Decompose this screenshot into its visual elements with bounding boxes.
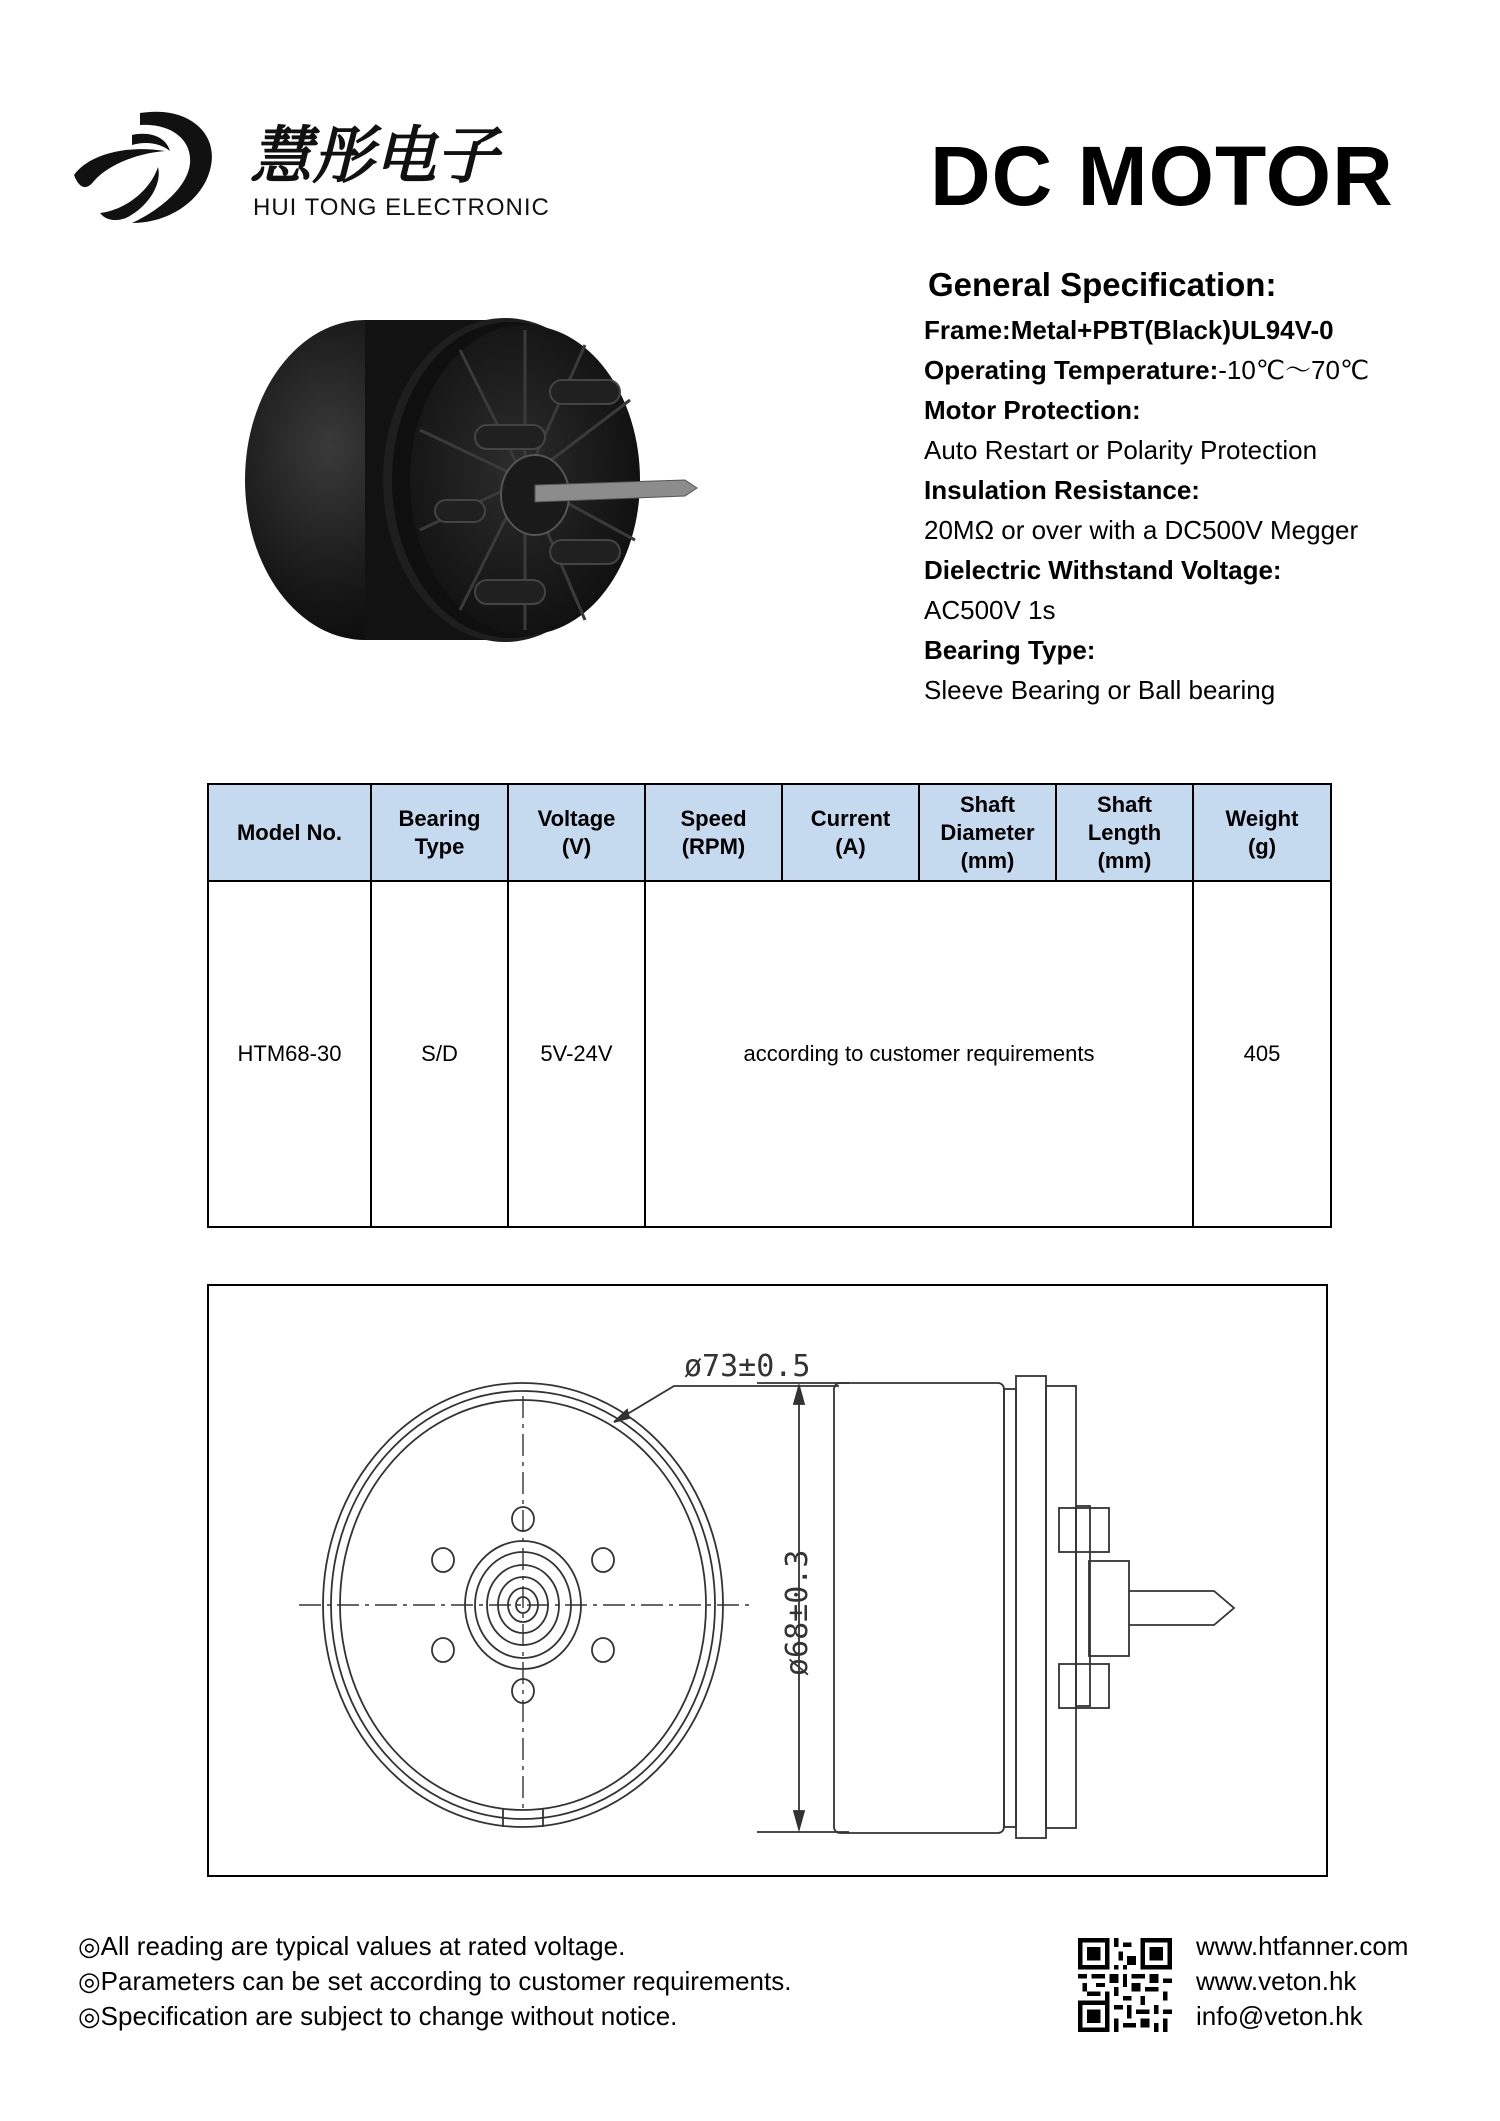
col-header-speed: Speed (RPM) [645,784,782,881]
spec-temperature [924,350,1464,390]
spec-protection-value: Auto Restart or Polarity Protection [924,435,1318,465]
col-header-current: Current (A) [782,784,919,881]
technical-drawing [207,1284,1328,1877]
spec-frame-label: Frame: [924,315,1011,345]
spec-bearing-value: Sleeve Bearing or Ball bearing [924,675,1276,705]
email-link[interactable]: info@veton.hk [1196,2001,1363,2031]
col-header-model: Model No. [208,784,371,881]
cell-voltage: 5V-24V [508,881,645,1227]
spec-frame-value: Metal+PBT(Black)UL94V-0 [1010,315,1334,345]
table-header-row [208,784,1331,881]
dim-body-label: ø68±0.3 [780,1549,815,1676]
qr-code-icon [1078,1938,1172,2032]
model-spec-table [207,783,1332,1228]
spec-temperature-label: Operating Temperature: [924,355,1219,385]
spec-insulation-label: Insulation Resistance: [924,475,1200,505]
spec-bearing-label: Bearing Type: [924,635,1096,665]
page-title: DC MOTOR [930,129,1394,223]
dim-outer-label: ø73±0.5 [684,1349,811,1384]
footer-notes [78,1929,791,2034]
side-view [757,1376,1234,1838]
spec-insulation-value: 20MΩ or over with a DC500V Megger [924,515,1359,545]
spec-frame [924,310,1464,350]
col-header-weight: Weight (g) [1193,784,1331,881]
website-link[interactable]: www.htfanner.com [1196,1931,1409,1961]
logo-mark-icon [70,105,630,230]
col-header-bearing: Bearing Type [371,784,508,881]
cell-model: HTM68-30 [208,881,371,1227]
table-row [208,881,1331,1227]
spec-dielectric-value: AC500V 1s [924,595,1056,625]
col-header-shaft-length: Shaft Length (mm) [1056,784,1193,881]
note-item: ◎All reading are typical values at rated voltage. [78,1931,626,1961]
website-link[interactable]: www.veton.hk [1196,1966,1357,1996]
spec-temperature-value: -10℃～70℃ [1218,355,1370,385]
front-view [299,1349,839,1827]
spec-heading: General Specification: [928,266,1277,303]
note-item: ◎Specification are subject to change without notice. [78,2001,678,2031]
note-item: ◎Parameters can be set according to customer requirements. [78,1966,792,1996]
cell-bearing: S/D [371,881,508,1227]
spec-protection-label: Motor Protection: [924,395,1141,425]
motor-photo [235,290,705,680]
spec-dielectric-label: Dielectric Withstand Voltage: [924,555,1282,585]
company-logo [70,105,630,230]
col-header-shaft-diameter: Shaft Diameter (mm) [919,784,1056,881]
logo-en-text: HUI TONG ELECTRONIC [253,194,550,221]
cell-weight: 405 [1193,881,1331,1227]
logo-cn-text: 慧彤电子 [250,119,499,192]
cell-merged-requirements: according to customer requirements [645,881,1193,1227]
contact-info [1196,1929,1408,2034]
general-specification [924,266,1464,710]
col-header-voltage: Voltage (V) [508,784,645,881]
